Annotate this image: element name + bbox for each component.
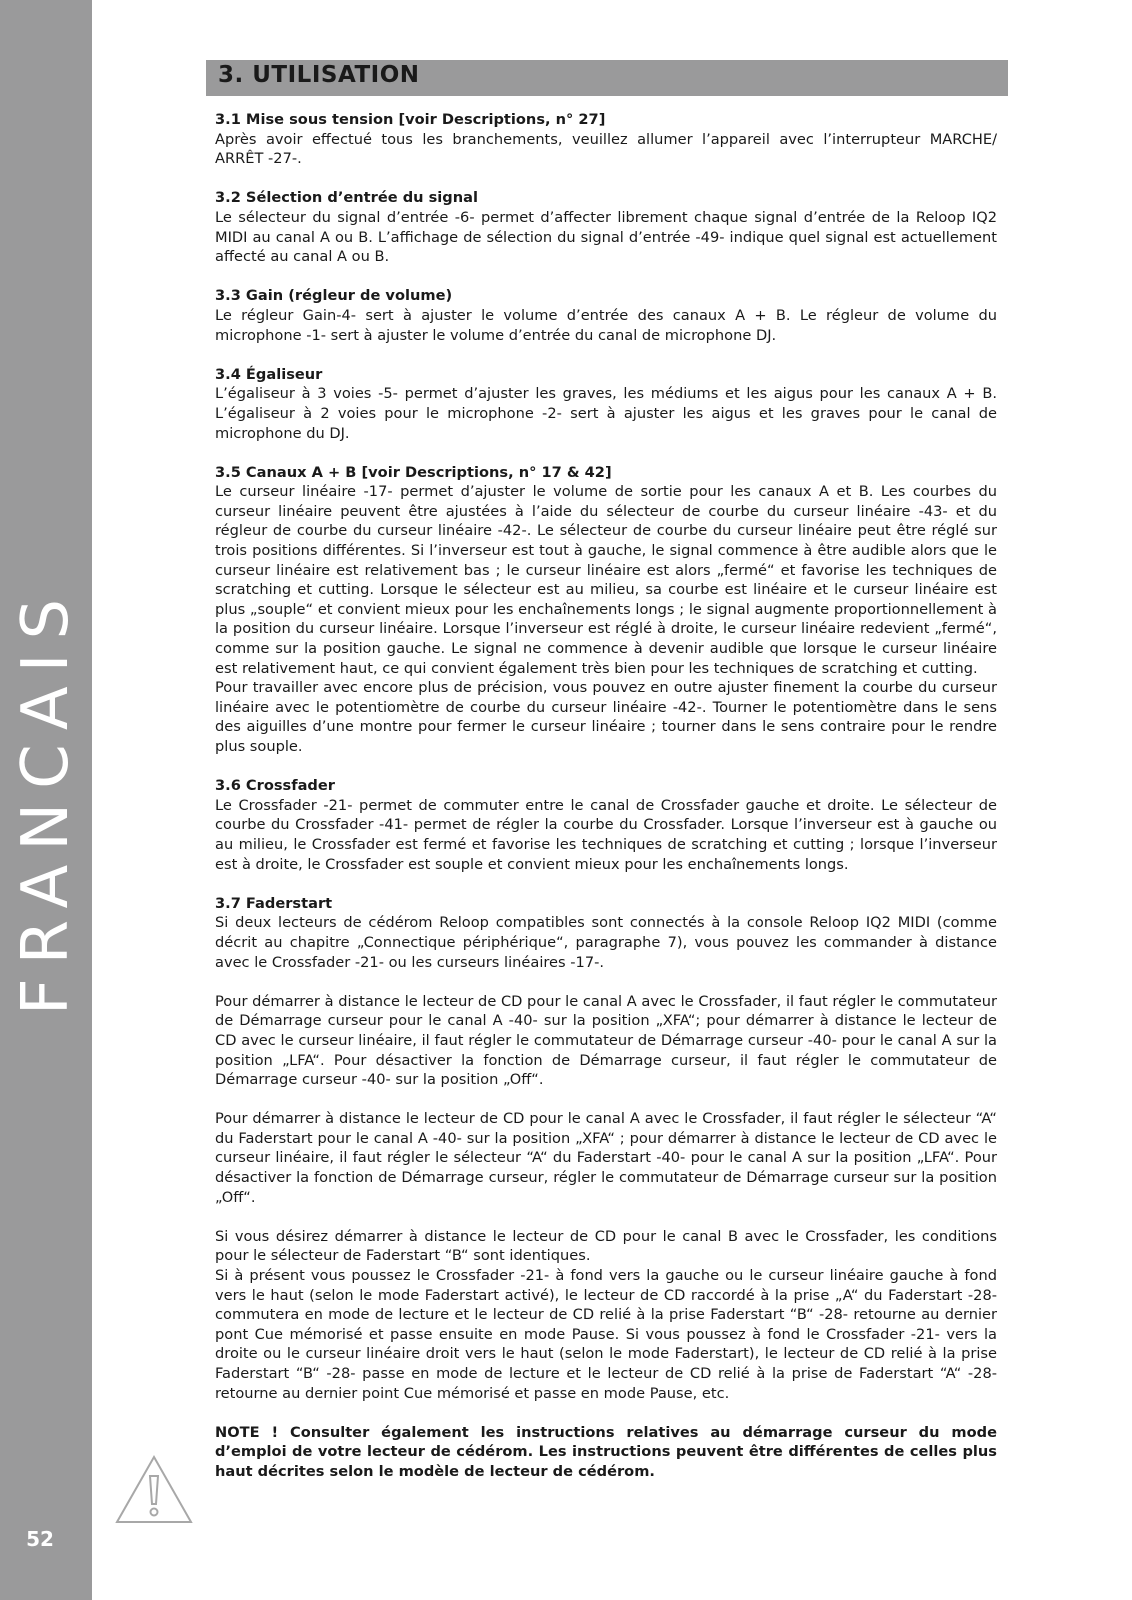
content-body: [215, 110, 997, 1482]
language-label: FRANCAIS: [9, 584, 83, 1016]
subsection: [215, 188, 997, 266]
subsection-heading: 3.6 Crossfader: [215, 777, 335, 795]
subsection-heading: 3.3 Gain (régleur de volume): [215, 287, 453, 305]
paragraph: Pour travailler avec encore plus de précision, vous pouvez en outre ajuster finement la courbe du curseur linéaire avec le potentiomètre de courbe du curseur linéaire -42-. Tourner le potentiomètre dans le sens des aiguilles d’une montre pour fermer le curseur linéaire ; tourner dans le sens contraire pour le rendre plus souple.: [215, 679, 997, 755]
subsection: [215, 286, 997, 345]
subsection-heading: 3.1 Mise sous tension [voir Descriptions, n° 27]: [215, 111, 606, 128]
faderstart-block: [215, 1109, 997, 1207]
paragraph: Le sélecteur du signal d’entrée -6- permet d’affecter librement chaque signal d’entrée de la Reloop IQ2 MIDI au canal A ou B. L’affichage de sélection du signal d’entrée -49- indique quel signal est actuellement affecté au canal A ou B.: [215, 208, 997, 266]
subsection: [215, 110, 997, 169]
subsection: [215, 894, 997, 972]
section-header-bar: [206, 60, 1008, 96]
faderstart-block: [215, 992, 997, 1090]
subsection-heading: 3.7 Faderstart: [215, 894, 333, 912]
warning-icon: [114, 1454, 194, 1526]
subsection-heading: 3.4 Égaliseur: [215, 365, 323, 383]
paragraph: L’égaliseur à 3 voies -5- permet d’ajuster les graves, les médiums et les aigus pour les canaux A + B. L’égaliseur à 2 voies pour le microphone -2- sert à ajuster les aigus et les graves pour le canal de microphone du DJ.: [215, 385, 997, 442]
paragraph: Pour démarrer à distance le lecteur de CD pour le canal A avec le Crossfader, il faut régler le sélecteur “A“ du Faderstart pour le canal A -40- sur la position „XFA“ ; pour démarrer à distance le lecteur de CD avec le curseur linéaire, il faut régler le sélecteur “A“ du Faderstart -40- pour le canal A sur la position „LFA“. Pour désactiver la fonction de Démarrage curseur, régler le commutateur de Démarrage curseur sur la position „Off“.: [215, 1110, 997, 1206]
paragraph: Le régleur Gain-4- sert à ajuster le volume d’entrée des canaux A + B. Le régleur de volume du microphone -1- sert à ajuster le volume d’entrée du canal de microphone DJ.: [215, 306, 997, 344]
paragraph: Après avoir effectué tous les branchements, veuillez allumer l’appareil avec l’interrupteur MARCHE/ ARRÊT -27-.: [215, 130, 997, 168]
paragraph: Si vous désirez démarrer à distance le lecteur de CD pour le canal B avec le Crossfader, les conditions pour le sélecteur de Faderstart “B“ sont identiques.: [215, 1227, 997, 1265]
subsection-heading: 3.5 Canaux A + B [voir Descriptions, n° 17 & 42]: [215, 463, 612, 481]
page-number: 52: [26, 1527, 54, 1551]
faderstart-block: [215, 1227, 997, 1403]
subsection: [215, 365, 997, 443]
language-sidebar: [0, 0, 92, 1600]
subsection: [215, 463, 997, 757]
paragraph: Si deux lecteurs de cédérom Reloop compatibles sont connectés à la console Reloop IQ2 MIDI (comme décrit au chapitre „Connectique périphérique“, paragraphe 7), vous pouvez les commander à distance avec le Crossfader -21- ou les curseurs linéaires -17-.: [215, 914, 997, 971]
paragraph: Pour démarrer à distance le lecteur de CD pour le canal A avec le Crossfader, il faut régler le commutateur de Démarrage curseur pour le canal A -40- sur la position „XFA“; pour démarrer à distance le lecteur de CD avec le curseur linéaire, il faut régler le commutateur de Démarrage curseur -40- pour le canal A sur la position „LFA“. Pour désactiver la fonction de Démarrage curseur, il faut régler le commutateur de Démarrage curseur -40- sur la position „Off“.: [215, 992, 997, 1089]
paragraph: Le curseur linéaire -17- permet d’ajuster le volume de sortie pour les canaux A et B. Les courbes du curseur linéaire peuvent être ajustées à l’aide du sélecteur de courbe du curseur linéaire -43- et du régleur de courbe du curseur linéaire -42-. Le sélecteur de courbe du curseur linéaire peut être réglé sur trois positions différentes. Si l’inverseur est tout à gauche, le signal commence à être audible alors que le curseur linéaire est relativement bas ; le curseur linéaire est alors „fermé“ et favorise les techniques de scratching et cutting. Lorsque le sélecteur est au milieu, sa courbe est linéaire et le curseur linéaire est plus „souple“ et convient mieux pour les enchaînements longs ; le signal augmente proportionnellement à la position du curseur linéaire. Lorsque l’inverseur est réglé à droite, le curseur linéaire redevient „fermé“, comme sur la position gauche. Le signal ne commence à devenir audible que lorsque le curseur linéaire est relativement haut, ce qui convient également très bien pour les techniques de scratching et cutting.: [215, 483, 997, 677]
section-title: 3. UTILISATION: [218, 62, 420, 88]
note-warning-text: NOTE ! Consulter également les instructions relatives au démarrage curseur du mode d’emploi de votre lecteur de cédérom. Les instructions peuvent être différentes de celles plus haut décrites selon le modèle de lecteur de cédérom.: [215, 1423, 997, 1480]
paragraph: Si à présent vous poussez le Crossfader -21- à fond vers la gauche ou le curseur linéaire gauche à fond vers le haut (selon le mode Faderstart activé), le lecteur de CD raccordé à la prise „A“ du Faderstart -28- commutera en mode de lecture et le lecteur de CD relié à la prise Faderstart “B“ -28- retourne au dernier pont Cue mémorisé et passe ensuite en mode Pause. Si vous poussez à fond le Crossfader -21- vers la droite ou le curseur linéaire droit vers le haut (selon le mode Faderstart), le lecteur de CD relié à la prise Faderstart “B“ -28- passe en mode de lecture et le lecteur de CD relié à la prise de Faderstart “A“ -28- retourne au dernier point Cue mémorisé et passe en mode Pause, etc.: [215, 1267, 997, 1402]
subsection: [215, 776, 997, 874]
paragraph: Le Crossfader -21- permet de commuter entre le canal de Crossfader gauche et droite. Le sélecteur de courbe du Crossfader -41- permet de régler la courbe du Crossfader. Lorsque l’inverseur est à gauche ou au milieu, le Crossfader est fermé et favorise les techniques de scratching et cutting ; lorsque l’inverseur est à droite, le Crossfader est souple et convient mieux pour les enchaînements longs.: [215, 796, 997, 873]
subsection-heading: 3.2 Sélection d’entrée du signal: [215, 189, 478, 207]
